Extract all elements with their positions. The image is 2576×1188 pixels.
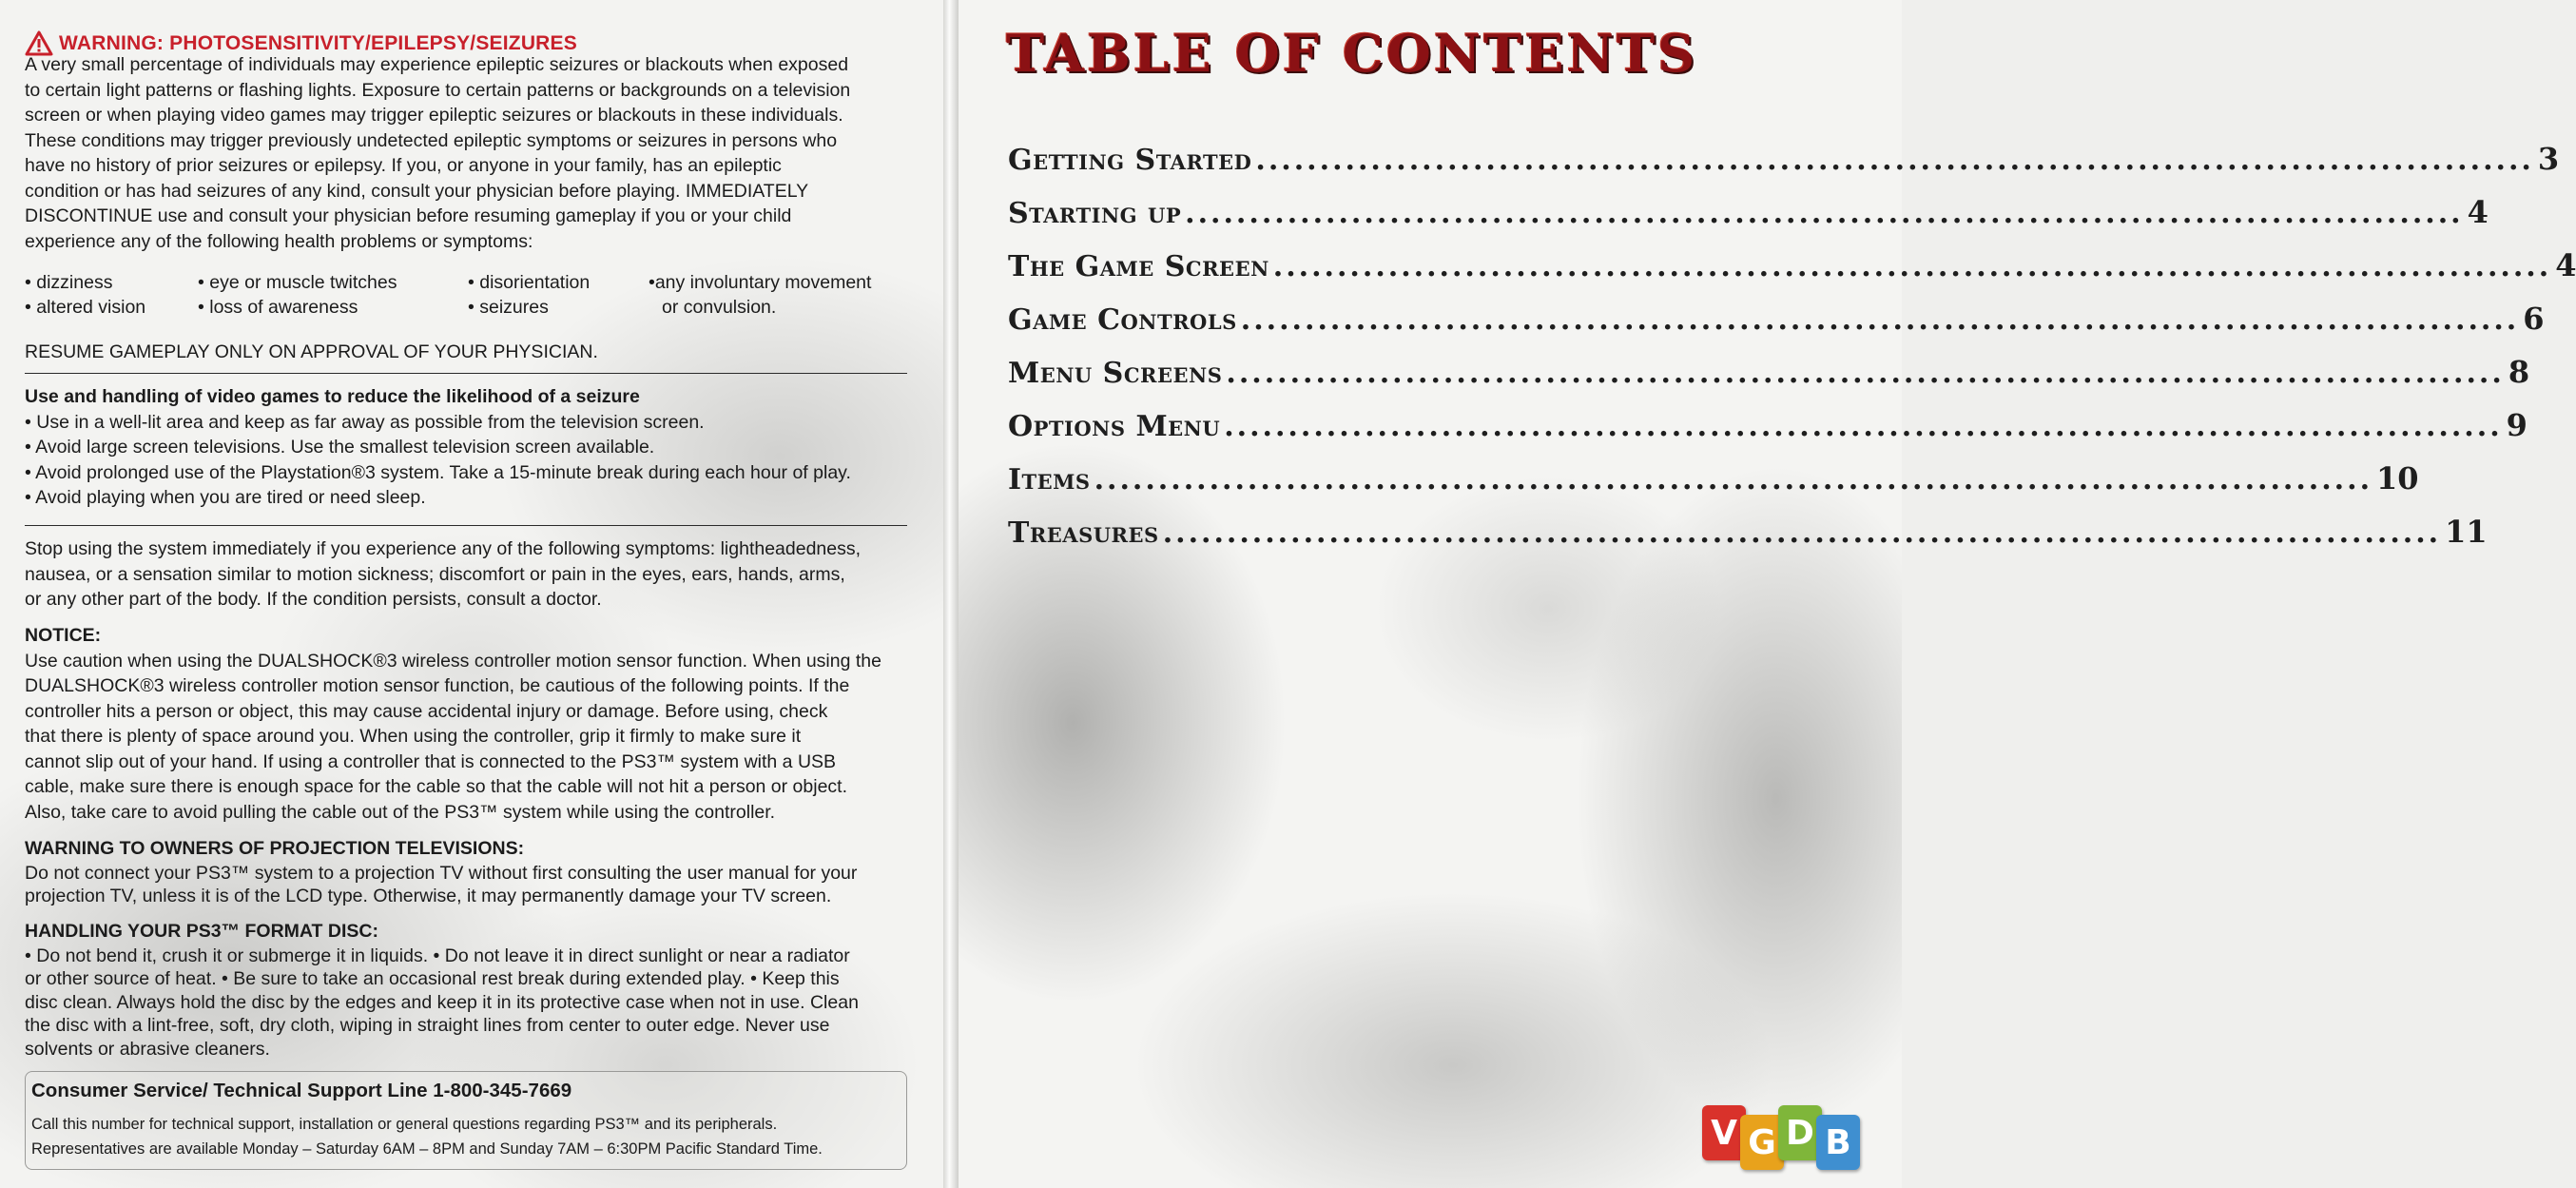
notice-line: DUALSHOCK®3 wireless controller motion sensor function, be cautious of the following points. If the — [25, 675, 850, 696]
handling-bullet: • Avoid playing when you are tired or need sleep. — [25, 487, 426, 508]
stop-line: Stop using the system immediately if you experience any of the following symptoms: lightheadedness, — [25, 538, 862, 559]
notice-line: cannot slip out of your hand. If using a controller that is connected to the PS3™ system with a USB — [25, 750, 837, 772]
toc-leader: .................................................................................................... — [1272, 250, 2552, 283]
intro-line: screen or when playing video games may trigger epileptic seizures or blackouts in these individuals. — [25, 105, 843, 126]
disc-line: solvents or abrasive cleaners. — [25, 1038, 270, 1060]
symptom-list — [25, 272, 907, 325]
symptom-item: • disorientation — [468, 272, 591, 293]
toc-page: 3 — [2537, 141, 2560, 177]
intro-paragraph — [25, 52, 907, 254]
toc-page: 4 — [2467, 194, 2489, 230]
divider — [25, 373, 907, 374]
toc-title: TABLE OF CONTENTS — [1006, 23, 1698, 84]
notice-line: Use caution when using the DUALSHOCK®3 wireless controller motion sensor function. When using the — [25, 650, 881, 672]
stop-paragraph — [25, 536, 907, 613]
toc-entry[interactable] — [1008, 514, 2488, 567]
toc-leader: .................................................................................................... — [1185, 197, 2464, 230]
disc-line: • Do not bend it, crush it or submerge it in liquids. • Do not leave it in direct sunlight or near a radiator — [25, 945, 850, 966]
logo-letter: V — [1702, 1105, 1746, 1160]
logo-letter: B — [1816, 1115, 1860, 1170]
notice-line: that there is plenty of space around you. When using the controller, grip it firmly to make sure it — [25, 726, 802, 747]
notice-line: Also, take care to avoid pulling the cable out of the PS3™ system while using the controller. — [25, 801, 776, 823]
handling-bullet: • Avoid large screen televisions. Use the smallest television screen available. — [25, 437, 655, 458]
toc-leader: .................................................................................................... — [1226, 357, 2505, 390]
logo-letter: D — [1778, 1105, 1822, 1160]
resume-text: RESUME GAMEPLAY ONLY ON APPROVAL OF YOUR PHYSICIAN. — [25, 341, 598, 362]
disc-line: the disc with a lint-free, soft, dry cloth, wiping in straight lines from center to outer edge. Never use — [25, 1015, 830, 1036]
support-line: Call this number for technical support, installation or general questions regarding PS3™ and its peripherals. — [31, 1116, 778, 1133]
projection-heading: WARNING TO OWNERS OF PROJECTION TELEVISIONS: — [25, 838, 525, 859]
intro-line: These conditions may trigger previously undetected epileptic symptoms or seizures in persons who — [25, 129, 838, 151]
handling-section — [25, 384, 907, 511]
support-title: Consumer Service/ Technical Support Line 1-800-345-7669 — [31, 1080, 572, 1101]
disc-line: disc clean. Always hold the disc by the edges and keep it in its protective case when not in use. Clean — [25, 991, 859, 1013]
toc-list — [1008, 141, 2576, 567]
toc-label: Options Menu — [1008, 410, 1221, 443]
projection-line: Do not connect your PS3™ system to a projection TV without first consulting the user manual for your — [25, 862, 858, 884]
book-spine — [943, 0, 959, 1188]
handling-heading: Use and handling of video games to reduce the likelihood of a seizure — [25, 386, 640, 407]
resume-notice — [25, 340, 907, 365]
intro-line: have no history of prior seizures or epilepsy. If you, or anyone in your family, has an epileptic — [25, 155, 782, 176]
toc-label: Game Controls — [1008, 303, 1237, 337]
disc-section — [25, 919, 907, 1061]
disc-heading: HANDLING YOUR PS3™ FORMAT DISC: — [25, 921, 378, 942]
toc-page: 6 — [2523, 301, 2545, 337]
toc-leader: .................................................................................................... — [1224, 410, 2503, 443]
intro-line: A very small percentage of individuals may experience epileptic seizures or blackouts when exposed — [25, 54, 849, 75]
toc-entry[interactable] — [1008, 460, 2419, 514]
toc-entry[interactable] — [1008, 354, 2530, 407]
toc-entry[interactable] — [1008, 407, 2528, 460]
toc-label: Getting Started — [1008, 144, 1252, 177]
toc-label: Menu Screens — [1008, 357, 1223, 390]
toc-page: 10 — [2376, 460, 2419, 497]
intro-line: condition or has had seizures of any kind, consult your physician before playing. IMMEDIATELY — [25, 180, 809, 202]
toc-leader: .................................................................................................... — [1255, 144, 2534, 177]
stop-line: nausea, or a sensation similar to motion sickness; discomfort or pain in the eyes, ears, hands, arms, — [25, 563, 845, 585]
support-box — [25, 1071, 907, 1170]
toc-leader: .................................................................................................... — [1094, 463, 2373, 497]
toc-page: 9 — [2506, 407, 2528, 443]
notice-heading: NOTICE: — [25, 625, 102, 646]
support-line: Representatives are available Monday – Saturday 6AM – 8PM and Sunday 7AM – 6:30PM Pacific Standard Time. — [31, 1140, 823, 1158]
notice-line: controller hits a person or object, this may cause accidental injury or damage. Before using, check — [25, 700, 828, 722]
logo-letter: G — [1740, 1115, 1784, 1170]
warning-title: WARNING: PHOTOSENSITIVITY/EPILEPSY/SEIZURES — [59, 31, 577, 54]
handling-bullet: • Use in a well-lit area and keep as far away as possible from the television screen. — [25, 411, 705, 433]
toc-entry[interactable] — [1008, 141, 2560, 194]
intro-line: to certain light patterns or flashing lights. Exposure to certain patterns or backgrounds on a television — [25, 79, 851, 101]
symptom-item: • eye or muscle twitches — [198, 272, 397, 293]
stop-line: or any other part of the body. If the condition persists, consult a doctor. — [25, 589, 602, 610]
notice-section — [25, 623, 907, 825]
toc-page: 8 — [2508, 354, 2530, 390]
intro-line: experience any of the following health problems or symptoms: — [25, 230, 533, 252]
symptom-item: • seizures — [468, 297, 549, 318]
toc-leader: .................................................................................................... — [1162, 516, 2442, 550]
handling-bullet: • Avoid prolonged use of the Playstation®3 system. Take a 15-minute break during each hour of play. — [25, 461, 851, 483]
symptom-item: or convulsion. — [662, 297, 777, 318]
toc-entry[interactable] — [1008, 301, 2545, 354]
notice-line: cable, make sure there is enough space for the cable so that the cable will not hit a person or object. — [25, 776, 848, 797]
projection-section — [25, 836, 907, 907]
toc-entry[interactable] — [1008, 194, 2489, 247]
toc-label: Treasures — [1008, 516, 1159, 550]
toc-label: Starting up — [1008, 197, 1182, 230]
disc-line: or other source of heat. • Be sure to take an occasional rest break during extended play. • Keep this — [25, 968, 840, 989]
divider — [25, 525, 907, 526]
toc-entry[interactable] — [1008, 247, 2576, 301]
symptom-item: • dizziness — [25, 272, 113, 293]
symptom-item: • loss of awareness — [198, 297, 358, 318]
toc-page: 4 — [2555, 247, 2576, 283]
toc-label: Items — [1008, 463, 1091, 497]
toc-page: 11 — [2445, 514, 2488, 550]
projection-line: projection TV, unless it is of the LCD type. Otherwise, it may permanently damage your TV screen. — [25, 885, 832, 906]
vgdb-watermark-logo — [1702, 1105, 1892, 1172]
intro-line: DISCONTINUE use and consult your physician before resuming gameplay if you or your child — [25, 205, 792, 226]
toc-leader: .................................................................................................... — [1240, 303, 2520, 337]
symptom-item: •any involuntary movement — [649, 272, 872, 293]
toc-label: The Game Screen — [1008, 250, 1269, 283]
symptom-item: • altered vision — [25, 297, 146, 318]
